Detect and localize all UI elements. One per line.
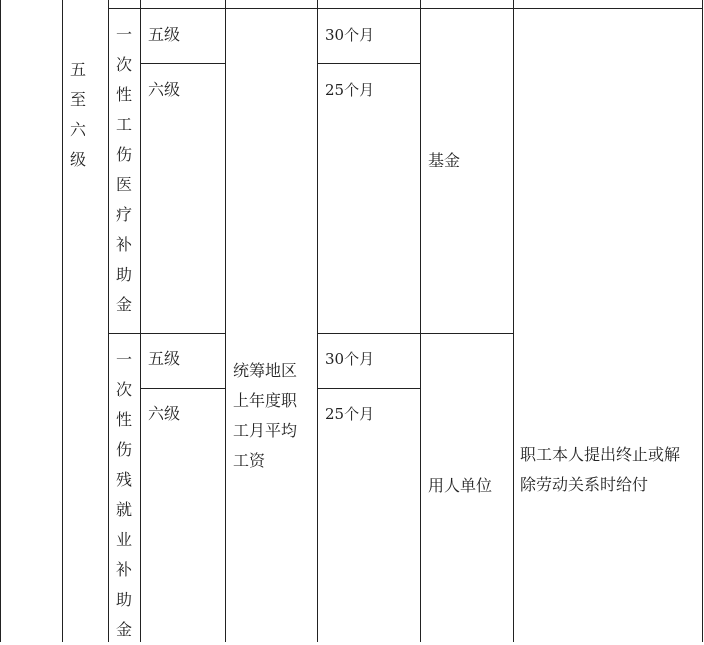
medical-grade-6: 六级 bbox=[148, 80, 181, 99]
employment-months-5: 30个月 bbox=[325, 350, 375, 368]
grid-line bbox=[317, 0, 318, 642]
employment-subsidy-title: 一次性伤残就业补助金 bbox=[115, 350, 132, 639]
grid-line bbox=[420, 0, 421, 642]
employment-months-6: 25个月 bbox=[325, 405, 375, 423]
employment-grade-5: 五级 bbox=[148, 349, 181, 368]
medical-payer: 基金 bbox=[428, 151, 461, 170]
grid-line bbox=[108, 0, 109, 642]
grid-line bbox=[0, 0, 1, 642]
grid-line bbox=[702, 0, 703, 642]
grid-line bbox=[108, 8, 703, 9]
grid-line bbox=[225, 0, 226, 642]
calculation-base: 统筹地区上年度职工月平均工资 bbox=[233, 361, 298, 470]
payment-condition: 职工本人提出终止或解除劳动关系时给付 bbox=[520, 445, 681, 494]
grid-line bbox=[317, 63, 421, 64]
medical-subsidy-title: 一次性工伤医疗补助金 bbox=[115, 25, 132, 314]
grid-line bbox=[62, 0, 63, 642]
grid-line bbox=[140, 388, 226, 389]
grid-line bbox=[317, 388, 421, 389]
medical-months-5: 30个月 bbox=[325, 26, 375, 44]
grade-range-label: 五至六级 bbox=[69, 60, 86, 169]
grid-line bbox=[108, 333, 226, 334]
medical-grade-5: 五级 bbox=[148, 25, 181, 44]
employment-grade-6: 六级 bbox=[148, 404, 181, 423]
grid-line bbox=[140, 0, 141, 642]
grid-line bbox=[513, 0, 514, 642]
grid-line bbox=[140, 63, 226, 64]
medical-months-6: 25个月 bbox=[325, 81, 375, 99]
employment-payer: 用人单位 bbox=[428, 476, 493, 495]
grid-line bbox=[317, 333, 514, 334]
